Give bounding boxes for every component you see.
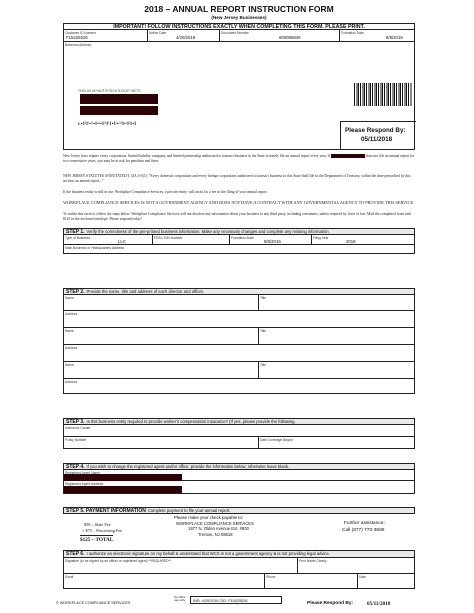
business-address-label: Business Address: [65, 42, 92, 47]
insurance-carrier-field[interactable]: Insurance Carrier: [63, 425, 415, 437]
step3-header: STEP 3. Is this business entity required to provide worker's compensation insurance? (If yes, please provide the following.: [63, 418, 415, 425]
business-type-field[interactable]: LLC: [118, 239, 126, 244]
step5-header: STEP 5. PAYMENT INFORMATION Complete payment to file your annual report.: [63, 507, 415, 514]
office-codes-box: IND: 4/20/2018 CID: F15425526: [190, 596, 282, 604]
redacted-address: [80, 106, 158, 115]
formation-date-value: 8/8/2018: [386, 35, 403, 40]
customer-id-value: F15425526: [66, 35, 88, 40]
notice-date-label: Notice Date: [149, 30, 167, 35]
payee-city: Trenton, NJ 08618: [198, 532, 233, 537]
officer1-name-row[interactable]: Name Title: [63, 295, 415, 311]
redacted-agent-address: [64, 486, 182, 493]
agent-name-field[interactable]: Registered Agent Name: [63, 470, 415, 481]
processing-fee: + $75 – Processing Fee: [82, 528, 123, 533]
step6-header: STEP 6. I authorize an electronic signature on my behalf & understand that WCS is not a government agency & is not providing legal advice.: [63, 550, 415, 557]
redacted-name: [80, 94, 158, 104]
business-address-block: [63, 42, 415, 150]
paragraph-instructions: To utilize this service, follow the steps below. Workplace Compliance Services will not disclose any information about your business to any third party, including consumers, unless required by force of law. Mail the completed form with $125 in the enclosed envelope. Please respond today!: [63, 212, 412, 221]
policy-row[interactable]: Policy Number Date Coverage Began: [63, 437, 415, 449]
assistance-phone: Call (877) 770-3688: [342, 528, 385, 533]
copyright: © WORKPLACE COMPLIANCE SERVICES: [56, 601, 131, 605]
notice-date-value: 4/20/2018: [176, 35, 196, 40]
form-subtitle: (New Jersey Businesses): [211, 15, 267, 20]
assistance-label: Further assistance:: [344, 521, 385, 526]
customer-id-label: Customer ID Number: [65, 30, 97, 35]
respond-by-label: Please Respond By:: [345, 127, 406, 134]
step2-header: STEP 2. Provide the name, title and address of each director and officer.: [63, 288, 415, 295]
important-notice: IMPORTANT! FOLLOW INSTRUCTIONS EXACTLY WHEN COMPLETING THIS FORM. PLEASE PRINT.: [63, 23, 415, 30]
agent-address-field[interactable]: Registered Agent Address: [63, 481, 415, 494]
main-address-field[interactable]: Main Business or Headquarters Address: [63, 245, 415, 254]
payee-street: 1977 N. Olden Avenue Ext. #830: [188, 526, 249, 531]
state-fee: $50 – State Fee: [84, 522, 111, 527]
paragraph-law: New Jersey laws require every corporation, limited liability company, and limited partnership authorized to transact business in the State to timely file an annual report every year. If does not file an annual report for two consecutive years, you may be at risk for penalties and fines.: [63, 154, 415, 163]
filing-year-field[interactable]: 2018: [346, 239, 356, 244]
redacted-agent-name: [64, 474, 182, 481]
paragraph-statute: NEW JERSEY STATUTES ANNOTATED § 14A:4-5(1): "Every domestic corporation and every foreign corporation authorized to transact business in this State shall file in the Department of Treasury, within the time prescribed by this section, an annual report...": [63, 174, 411, 183]
redacted-company: [331, 154, 365, 158]
officer2-name-row[interactable]: Name Title: [63, 328, 415, 345]
postal-barcode: Ŀ•‖ˡ‖ˡ•ˡˡ•‖•ˡ•‖ˡˡ‖ˡ‖•‖ˡ•ˡˡˡ‖•ˡ‖ˡ‖•‖: [78, 121, 137, 126]
formation-date-field[interactable]: 8/6/2016: [264, 239, 281, 244]
officer3-name-row[interactable]: Name Title: [63, 362, 415, 379]
officer1-address-row[interactable]: Address: [63, 311, 415, 328]
step1-header: STEP 1. Verify the correctness of the pre-printed business information. Make any necessary changes and complete any missing information.: [63, 228, 415, 235]
step1-row: Type of Business LLC FEIN / EIN Number Formation Date 8/6/2016 Filing Year 2018: [63, 235, 415, 245]
total-fee: $125 – TOTAL: [80, 536, 114, 543]
info-row: [63, 30, 415, 42]
document-number-value: 600096849: [279, 35, 301, 40]
paragraph-assist: If the business entity is still in use, Workplace Compliance Services, a private entity, will assist for a fee in the filing of your annual report.: [63, 190, 268, 194]
officer2-address-row[interactable]: Address: [63, 345, 415, 362]
step4-header: STEP 4. If you wish to change the registered agent and/or office, provide the information below; otherwise leave blank.: [63, 463, 415, 470]
mail-sort-line: THIS-XX-M**AUTO**SCH 5-DIGIT 96770: [78, 89, 141, 93]
footer-respond-date: 05/11/2018: [367, 601, 391, 607]
document-barcode: [354, 83, 412, 106]
office-use-label: for office use only: [174, 595, 186, 603]
payable-to: Please make your check payable to:: [174, 515, 244, 520]
signature-row[interactable]: Signature (to be signed by an officer or registered agent) **REQUIRED** Print Name Clearly: [63, 557, 415, 574]
respond-box: [340, 121, 416, 150]
footer-respond-label: Please Respond By:: [307, 601, 354, 606]
formation-date-label: Formation Date: [341, 30, 364, 35]
contact-row[interactable]: Email Phone Date: [63, 574, 415, 589]
form-title: 2018 – ANNUAL REPORT INSTRUCTION FORM: [144, 4, 334, 14]
annual-report-form: [56, 4, 422, 611]
document-number-label: Document Number: [221, 30, 249, 35]
paragraph-disclaimer: WORKPLACE COMPLIANCE SERVICES IS NOT A GOVERNMENT AGENCY AND DOES NOT HAVE A CONTRACT WITH ANY GOVERNMENTAL AGENCY TO PROVIDE THIS SERVICE.: [63, 200, 415, 205]
payee-company: WORKPLACE COMPLIANCE SERVICES: [176, 521, 254, 526]
officer3-address-row[interactable]: Address: [63, 379, 415, 394]
respond-by-date: 05/11/2018: [361, 136, 393, 143]
